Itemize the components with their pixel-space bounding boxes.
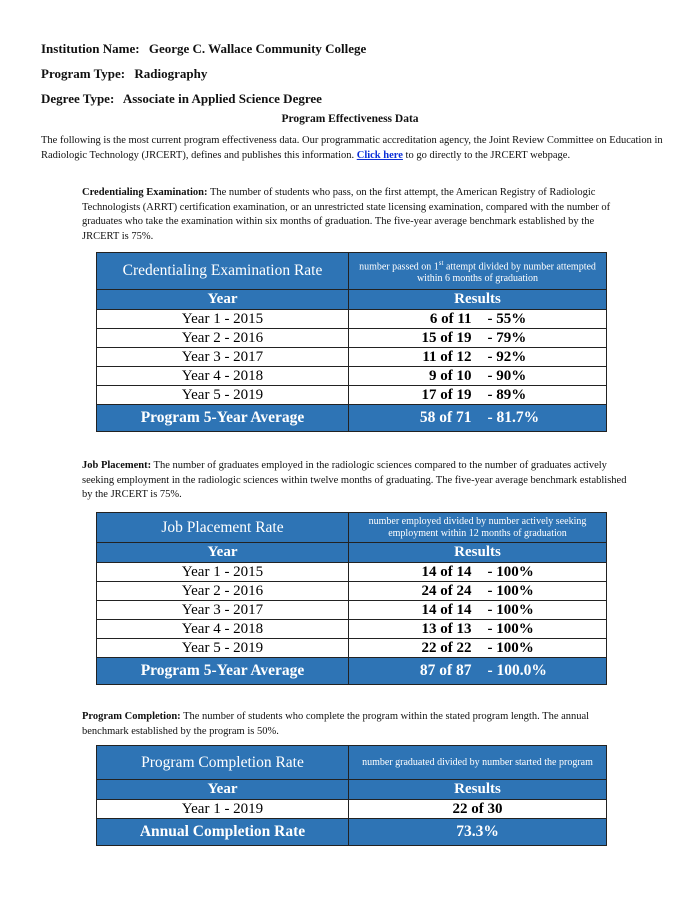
intro-paragraph <box>41 134 671 163</box>
table-row <box>97 639 607 658</box>
average-result: 73.3% <box>349 819 607 846</box>
job-placement-table-title: Job Placement Rate <box>97 513 349 543</box>
result-cell: 24 of 24 - 100% <box>349 582 607 601</box>
table-row <box>97 329 607 348</box>
result-cell: 6 of 11 - 55% <box>349 310 607 329</box>
table-row <box>97 348 607 367</box>
results-column-header: Results <box>349 780 607 800</box>
job-placement-text: The number of graduates employed in the radiologic sciences compared to the number of graduates actively seeking employment in the radiologic sciences within twelve months of graduating. The five-year average benchmark established by the JRCERT is 75%. <box>82 460 627 500</box>
institution-line <box>41 41 366 57</box>
year-cell: Year 1 - 2015 <box>97 310 349 329</box>
result-cell: 11 of 12 - 92% <box>349 348 607 367</box>
year-column-header: Year <box>97 543 349 563</box>
intro-text-after: to go directly to the JRCERT webpage. <box>402 149 571 161</box>
credentialing-table-title: Credentialing Examination Rate <box>97 253 349 290</box>
average-label: Program 5-Year Average <box>97 658 349 685</box>
year-cell: Year 4 - 2018 <box>97 367 349 386</box>
table-row <box>97 620 607 639</box>
credentialing-table <box>96 252 607 432</box>
completion-table-description: number graduated divided by number started the program <box>349 746 607 780</box>
completion-table <box>96 745 607 846</box>
program-type-label: Program Type: <box>41 66 126 81</box>
institution-label: Institution Name: <box>41 41 140 56</box>
table-row <box>97 386 607 405</box>
year-cell: Year 2 - 2016 <box>97 582 349 601</box>
job-placement-paragraph <box>82 459 632 503</box>
result-cell: 17 of 19 - 89% <box>349 386 607 405</box>
completion-label: Program Completion: <box>82 711 181 722</box>
completion-paragraph <box>82 710 627 739</box>
degree-type-label: Degree Type: <box>41 91 115 106</box>
result-cell: 13 of 13 - 100% <box>349 620 607 639</box>
degree-type-line <box>41 91 322 107</box>
job-placement-label: Job Placement: <box>82 460 152 471</box>
program-type-value: Radiography <box>134 66 208 81</box>
year-cell: Year 5 - 2019 <box>97 639 349 658</box>
job-placement-table-description: number employed divided by number actively seeking employment within 12 months of graduation <box>349 513 607 543</box>
year-cell: Year 2 - 2016 <box>97 329 349 348</box>
year-column-header: Year <box>97 290 349 310</box>
result-cell: 9 of 10 - 90% <box>349 367 607 386</box>
year-column-header: Year <box>97 780 349 800</box>
average-result: 87 of 87 - 100.0% <box>349 658 607 685</box>
completion-table-title: Program Completion Rate <box>97 746 349 780</box>
credentialing-table-description: number passed on 1st attempt divided by number attempted within 6 months of graduation <box>349 253 607 290</box>
year-cell: Year 3 - 2017 <box>97 601 349 620</box>
table-row <box>97 601 607 620</box>
program-type-line <box>41 66 207 82</box>
results-column-header: Results <box>349 290 607 310</box>
degree-type-value: Associate in Applied Science Degree <box>122 91 322 106</box>
table-row <box>97 367 607 386</box>
average-result: 58 of 71 - 81.7% <box>349 405 607 432</box>
credentialing-label: Credentialing Examination: <box>82 187 208 198</box>
institution-value: George C. Wallace Community College <box>148 41 367 56</box>
year-cell: Year 3 - 2017 <box>97 348 349 367</box>
average-label: Annual Completion Rate <box>97 819 349 846</box>
job-placement-table <box>96 512 607 685</box>
completion-text: The number of students who complete the program within the stated program length. The annual benchmark established by the program is 50%. <box>82 711 590 737</box>
result-cell: 15 of 19 - 79% <box>349 329 607 348</box>
jrcert-link[interactable]: Click here <box>356 149 403 161</box>
result-cell: 22 of 22 - 100% <box>349 639 607 658</box>
page-title: Program Effectiveness Data <box>281 113 419 125</box>
intro-text-before: The following is the most current program effectiveness data. Our programmatic accreditation agency, the Joint Review Committee on Education in Radiologic Technology (JRCERT), defines and publishes this information. <box>41 135 663 161</box>
average-label: Program 5-Year Average <box>97 405 349 432</box>
year-cell: Year 4 - 2018 <box>97 620 349 639</box>
table-row <box>97 563 607 582</box>
table-row <box>97 310 607 329</box>
credentialing-text: The number of students who pass, on the first attempt, the American Registry of Radiologic Technologists (ARRT) certification examination, or an unrestricted state licensing examination, compared with the number of graduates who take the examination within six months of graduation. The five-year average benchmark established by the JRCERT is 75%. <box>82 187 611 242</box>
year-cell: Year 1 - 2019 <box>97 800 349 819</box>
table-row <box>97 800 607 819</box>
table-row <box>97 582 607 601</box>
credentialing-paragraph <box>82 186 632 244</box>
year-cell: Year 5 - 2019 <box>97 386 349 405</box>
result-cell: 14 of 14 - 100% <box>349 563 607 582</box>
result-cell: 14 of 14 - 100% <box>349 601 607 620</box>
results-column-header: Results <box>349 543 607 563</box>
year-cell: Year 1 - 2015 <box>97 563 349 582</box>
result-cell: 22 of 30 <box>349 800 607 819</box>
